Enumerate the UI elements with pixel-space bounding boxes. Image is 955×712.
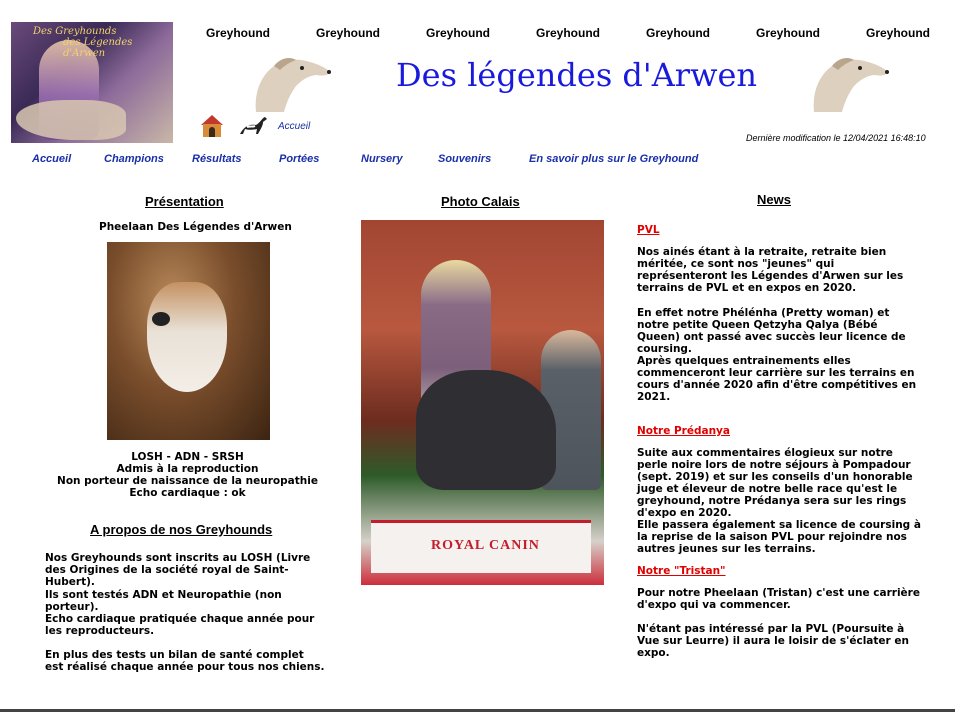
news-paragraph: Elle passera également sa licence de coursing à la reprise de la saison PVL pour rejoindre nos autres jeunes sur les terrains. (637, 519, 921, 555)
site-banner-image (11, 22, 173, 143)
top-nav-item-1[interactable]: Greyhound (206, 26, 271, 40)
news-heading-predanya[interactable]: Notre Prédanya (637, 425, 730, 437)
banner-caption-line1: Des Greyhounds (33, 26, 117, 37)
dog-info-line: Echo cardiaque : ok (129, 487, 246, 499)
about-paragraph: Echo cardiaque pratiquée chaque année pour les reproducteurs. (45, 613, 315, 637)
dog-info (45, 451, 330, 499)
news-paragraph: Pour notre Pheelaan (Tristan) c'est une carrière d'expo qui va commencer. (637, 587, 920, 611)
menu-portees[interactable]: Portées (279, 153, 320, 165)
news-paragraph: N'étant pas intéressé par la PVL (Poursuite à Vue sur Leurre) il aura le loisir de s'éclater en expo. (637, 623, 909, 659)
news-heading-pvl[interactable]: PVL (637, 224, 660, 236)
about-paragraph: Nos Greyhounds sont inscrits au LOSH (Livre des Origines de la société royal de Saint-Hubert). (45, 552, 311, 588)
top-nav-item-3[interactable]: Greyhound (426, 26, 491, 40)
dog-face (147, 282, 227, 392)
doghouse-icon[interactable] (199, 113, 225, 139)
menu-souvenirs[interactable]: Souvenirs (438, 153, 492, 165)
top-nav-item-6[interactable]: Greyhound (756, 26, 821, 40)
about-title: A propos de nos Greyhounds (90, 522, 273, 537)
top-nav-item-7[interactable]: Greyhound (866, 26, 931, 40)
news-heading-tristan[interactable]: Notre "Tristan" (637, 565, 726, 577)
about-paragraph: Ils sont testés ADN et Neuropathie (non porteur). (45, 589, 282, 613)
news-title: News (757, 192, 791, 207)
dog-info-line: LOSH - ADN - SRSH (131, 451, 244, 463)
top-nav-item-4[interactable]: Greyhound (536, 26, 601, 40)
menu-champions[interactable]: Champions (104, 153, 164, 165)
menu-nursery[interactable]: Nursery (361, 153, 403, 165)
banner-caption (33, 26, 173, 59)
news-paragraph: Après quelques entrainements elles commenceront leur carrière sur les terrains en cours d'année 2020 afin d'être compétitives en 2021. (637, 355, 917, 403)
banner-caption-line2: des Légendes d'Arwen (63, 37, 133, 59)
greyhound-head-right-image (808, 54, 890, 114)
top-nav-item-2[interactable]: Greyhound (316, 26, 381, 40)
site-title: Des légendes d'Arwen (396, 56, 758, 94)
news-paragraph: En effet notre Phélénha (Pretty woman) et notre petite Queen Qetzyha Qalya (Bébé Queen) ont passé avec succès leur licence de coursing. (637, 307, 906, 355)
greyhound-head-left-image (250, 54, 332, 114)
menu-en-savoir-plus[interactable]: En savoir plus sur le Greyhound (529, 153, 699, 165)
photo-title: Photo Calais (441, 194, 520, 209)
greyhound-icon[interactable] (238, 114, 268, 138)
pheelaan-photo (107, 242, 270, 440)
royal-canin-logo: ROYAL CANIN (431, 538, 540, 553)
presentation-title: Présentation (145, 194, 224, 209)
top-nav-item-5[interactable]: Greyhound (646, 26, 711, 40)
calais-show-photo (361, 220, 604, 585)
dog-info-line: Admis à la reproduction (116, 463, 259, 475)
dog-nose (152, 312, 170, 326)
about-paragraph: En plus des tests un bilan de santé complet est réalisé chaque année pour tous nos chiens. (45, 649, 325, 673)
last-modified: Dernière modification le 12/04/2021 16:48:10 (746, 133, 926, 143)
greyhounds-figure (416, 370, 556, 490)
banner-greyhound-figure (16, 100, 126, 140)
news-paragraph: Suite aux commentaires élogieux sur notre perle noire lors de notre séjours à Pompadour (sept. 2019) et sur les conseils d'un honorable juge et éleveur de notre belle race qu'est le greyhound, notre Prédanya sera sur les rings d'expo en 2020. (637, 447, 913, 519)
menu-resultats[interactable]: Résultats (192, 153, 242, 165)
accueil-small-link[interactable]: Accueil (278, 121, 311, 132)
dog-info-line: Non porteur de naissance de la neuropathie (57, 475, 318, 487)
dog-name: Pheelaan Des Légendes d'Arwen (99, 221, 292, 233)
menu-accueil[interactable]: Accueil (32, 153, 72, 165)
news-paragraph: Nos ainés étant à la retraite, retraite bien méritée, ce sont nos "jeunes" qui représenteront les Légendes d'Arwen sur les terrains de PVL et en expos en 2020. (637, 246, 904, 294)
